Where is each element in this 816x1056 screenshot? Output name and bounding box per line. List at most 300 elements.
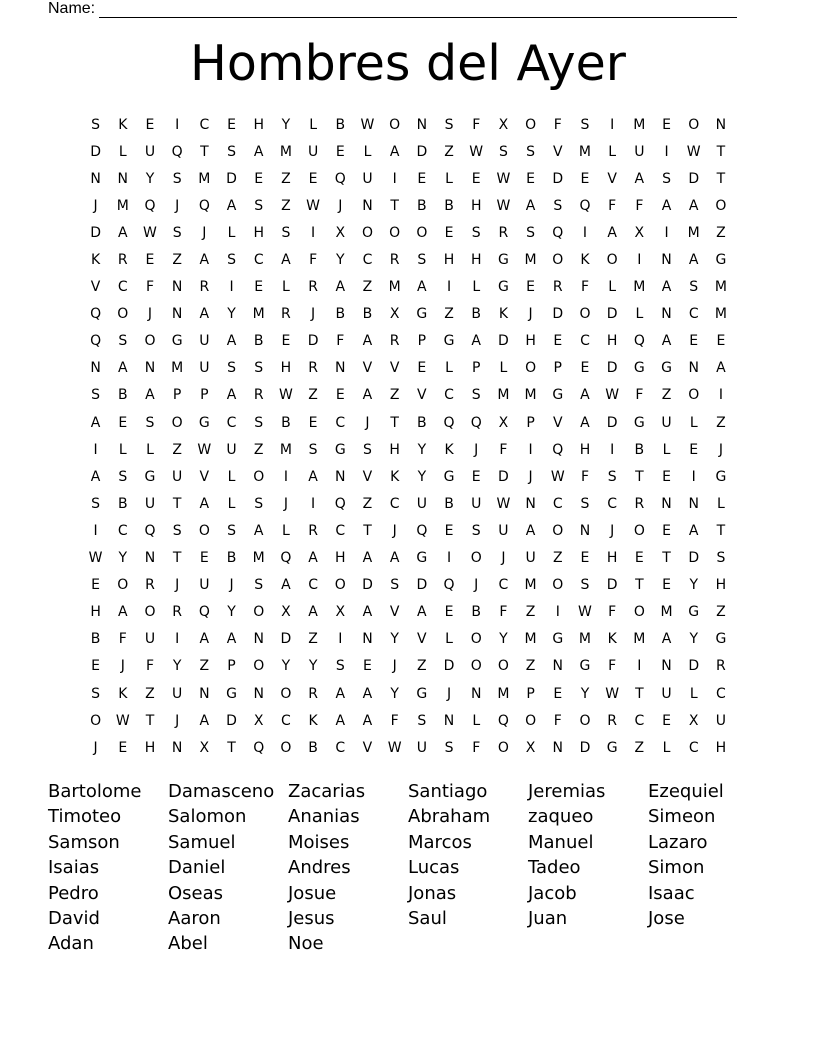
grid-letter: Y bbox=[227, 306, 236, 323]
grid-letter: H bbox=[335, 550, 346, 567]
grid-letter: W bbox=[306, 197, 321, 214]
grid-letter: Y bbox=[689, 577, 698, 594]
grid-letter: S bbox=[689, 279, 699, 296]
word-list-item: Marcos bbox=[408, 831, 472, 853]
grid-letter: H bbox=[253, 224, 264, 241]
grid-letter: E bbox=[553, 333, 563, 350]
grid-letter: E bbox=[91, 658, 101, 675]
grid-letter: E bbox=[145, 116, 155, 133]
grid-letter: H bbox=[90, 604, 101, 621]
grid-letter: O bbox=[552, 252, 564, 269]
grid-letter: S bbox=[308, 441, 318, 458]
grid-letter: Y bbox=[172, 658, 182, 675]
grid-letter: F bbox=[472, 739, 481, 756]
grid-letter: D bbox=[416, 143, 428, 160]
grid-letter: Z bbox=[716, 224, 726, 241]
grid-letter: M bbox=[388, 279, 401, 296]
grid-letter: Y bbox=[281, 658, 291, 675]
grid-letter: W bbox=[550, 468, 565, 485]
grid-letter: J bbox=[93, 739, 98, 756]
grid-letter: L bbox=[608, 279, 617, 296]
grid-letter: I bbox=[93, 522, 98, 539]
grid-letter: M bbox=[714, 306, 727, 323]
grid-letter: D bbox=[606, 577, 618, 594]
grid-letter: C bbox=[552, 495, 563, 512]
grid-letter: J bbox=[610, 522, 615, 539]
grid-letter: C bbox=[335, 739, 346, 756]
grid-letter: J bbox=[528, 306, 533, 323]
grid-letter: O bbox=[470, 550, 482, 567]
grid-letter: C bbox=[335, 414, 346, 431]
grid-letter: S bbox=[172, 224, 182, 241]
grid-letter: Q bbox=[280, 550, 292, 567]
grid-letter: I bbox=[637, 658, 642, 675]
grid-letter: S bbox=[118, 468, 128, 485]
grid-letter: I bbox=[175, 116, 180, 133]
grid-letter: O bbox=[579, 712, 591, 729]
word-list-item: Aaron bbox=[168, 907, 221, 929]
grid-letter: M bbox=[578, 631, 592, 648]
grid-letter: L bbox=[227, 495, 236, 512]
grid-letter: A bbox=[308, 550, 318, 567]
grid-letter: I bbox=[637, 252, 642, 269]
grid-letter: A bbox=[389, 143, 400, 160]
grid-letter: N bbox=[661, 658, 672, 675]
grid-letter: E bbox=[662, 116, 671, 133]
grid-letter: G bbox=[443, 468, 455, 485]
grid-letter: I bbox=[528, 441, 533, 458]
grid-letter: M bbox=[116, 197, 129, 214]
grid-letter: Y bbox=[308, 658, 318, 675]
grid-letter: F bbox=[145, 279, 154, 296]
grid-letter: N bbox=[552, 658, 564, 675]
grid-letter: V bbox=[417, 631, 427, 648]
word-list-item: Oseas bbox=[168, 882, 224, 904]
grid-letter: I bbox=[718, 387, 723, 404]
grid-letter: S bbox=[363, 441, 372, 458]
grid-letter: S bbox=[254, 414, 264, 431]
grid-letter: L bbox=[118, 441, 127, 458]
grid-letter: Z bbox=[308, 387, 318, 404]
puzzle-title: Hombres del Ayer bbox=[190, 35, 626, 92]
grid-letter: Y bbox=[417, 468, 427, 485]
grid-letter: T bbox=[390, 414, 399, 431]
grid-letter: N bbox=[661, 495, 672, 512]
grid-letter: A bbox=[199, 252, 210, 269]
word-list-item: Pedro bbox=[48, 882, 99, 904]
grid-letter: S bbox=[172, 522, 182, 539]
grid-letter: S bbox=[417, 712, 427, 729]
grid-letter: A bbox=[226, 333, 237, 350]
word-list-item: Jacob bbox=[528, 882, 577, 904]
grid-letter: O bbox=[525, 116, 537, 133]
grid-letter: O bbox=[470, 631, 482, 648]
grid-letter: C bbox=[335, 522, 346, 539]
word-list-item: Isaias bbox=[48, 857, 100, 879]
grid-letter: G bbox=[633, 360, 645, 377]
word-list-item: Jeremias bbox=[528, 781, 606, 802]
grid-letter: M bbox=[633, 631, 646, 648]
grid-letter: C bbox=[117, 279, 128, 296]
grid-letter: Y bbox=[145, 170, 155, 187]
grid-letter: A bbox=[117, 224, 128, 241]
grid-letter: I bbox=[582, 224, 588, 241]
grid-letter: L bbox=[363, 143, 372, 160]
grid-letter: V bbox=[199, 468, 210, 485]
grid-letter: J bbox=[528, 468, 533, 485]
grid-letter: W bbox=[605, 685, 620, 702]
grid-letter: O bbox=[715, 197, 727, 214]
grid-letter: I bbox=[311, 495, 316, 512]
word-list-item: Simon bbox=[648, 857, 705, 879]
grid-letter: J bbox=[446, 685, 452, 702]
grid-letter: U bbox=[144, 631, 156, 648]
word-list-item: Jose bbox=[648, 907, 685, 929]
grid-letter: D bbox=[90, 224, 101, 241]
grid-letter: U bbox=[144, 495, 156, 512]
grid-letter: A bbox=[661, 333, 672, 350]
grid-letter: I bbox=[93, 441, 98, 458]
grid-letter: O bbox=[416, 224, 428, 241]
grid-letter: Z bbox=[716, 414, 726, 431]
grid-letter: H bbox=[389, 441, 400, 458]
word-list-item: Santiago bbox=[408, 781, 488, 802]
grid-letter: E bbox=[580, 170, 590, 187]
grid-letter: B bbox=[335, 306, 346, 323]
grid-letter: T bbox=[635, 468, 644, 485]
grid-letter: N bbox=[335, 360, 346, 377]
word-list-item: Josue bbox=[288, 882, 337, 904]
grid-letter: U bbox=[416, 495, 427, 512]
grid-letter: E bbox=[471, 170, 481, 187]
grid-letter: A bbox=[281, 577, 291, 594]
grid-letter: E bbox=[199, 550, 209, 567]
grid-letter: D bbox=[226, 170, 237, 187]
word-list bbox=[48, 779, 768, 957]
grid-letter: E bbox=[363, 658, 372, 675]
grid-letter: N bbox=[443, 712, 455, 729]
grid-letter: D bbox=[606, 360, 618, 377]
grid-letter: O bbox=[144, 604, 156, 621]
word-list-item: Tadeo bbox=[528, 857, 581, 879]
grid-letter: S bbox=[526, 143, 536, 160]
grid-letter: X bbox=[498, 116, 509, 133]
grid-letter: R bbox=[607, 712, 618, 729]
grid-letter: A bbox=[226, 631, 237, 648]
grid-letter: T bbox=[390, 197, 399, 214]
grid-letter: B bbox=[281, 414, 291, 431]
grid-letter: S bbox=[281, 224, 291, 241]
grid-letter: H bbox=[579, 441, 591, 458]
grid-letter: G bbox=[715, 631, 727, 648]
grid-letter: Z bbox=[145, 685, 155, 702]
grid-letter: V bbox=[362, 468, 373, 485]
grid-letter: M bbox=[198, 170, 211, 187]
grid-letter: O bbox=[525, 712, 537, 729]
grid-letter: Z bbox=[362, 495, 373, 512]
grid-letter: G bbox=[633, 414, 645, 431]
grid-letter: T bbox=[363, 522, 372, 539]
grid-letter: U bbox=[498, 522, 509, 539]
grid-letter: L bbox=[282, 522, 290, 539]
grid-letter: E bbox=[634, 550, 644, 567]
grid-letter: Q bbox=[198, 197, 210, 214]
grid-letter: O bbox=[280, 739, 292, 756]
grid-letter: S bbox=[417, 252, 427, 269]
grid-letter: E bbox=[118, 414, 128, 431]
grid-letter: N bbox=[688, 495, 699, 512]
grid-letter: K bbox=[498, 306, 508, 323]
word-list-item: Andres bbox=[288, 857, 351, 879]
grid-letter: R bbox=[308, 685, 318, 702]
grid-letter: I bbox=[664, 143, 669, 160]
grid-letter: E bbox=[662, 468, 671, 485]
grid-letter: L bbox=[689, 414, 698, 431]
grid-letter: D bbox=[606, 414, 618, 431]
grid-letter: Q bbox=[171, 143, 183, 160]
grid-letter: O bbox=[144, 333, 156, 350]
grid-letter: V bbox=[389, 360, 400, 377]
grid-letter: A bbox=[417, 279, 427, 296]
grid-letter: A bbox=[580, 387, 590, 404]
grid-letter: Q bbox=[633, 333, 645, 350]
grid-letter: L bbox=[717, 495, 725, 512]
grid-letter: O bbox=[552, 577, 564, 594]
grid-letter: Z bbox=[172, 441, 182, 458]
grid-letter: D bbox=[579, 739, 591, 756]
grid-letter: G bbox=[606, 739, 618, 756]
grid-letter: E bbox=[580, 550, 590, 567]
grid-letter: D bbox=[280, 631, 292, 648]
grid-letter: E bbox=[118, 739, 128, 756]
grid-letter: A bbox=[417, 604, 427, 621]
grid-letter: M bbox=[714, 279, 727, 296]
grid-letter: E bbox=[444, 522, 454, 539]
grid-letter: N bbox=[579, 522, 591, 539]
grid-letter: N bbox=[335, 468, 346, 485]
grid-letter: F bbox=[336, 333, 345, 350]
grid-letter: L bbox=[118, 143, 127, 160]
grid-letter: I bbox=[664, 224, 669, 241]
grid-letter: E bbox=[662, 712, 671, 729]
word-list-item: Jonas bbox=[408, 882, 457, 904]
grid-letter: G bbox=[226, 685, 237, 702]
grid-letter: J bbox=[175, 197, 180, 214]
grid-letter: J bbox=[338, 197, 343, 214]
grid-letter: F bbox=[608, 604, 617, 621]
grid-letter: N bbox=[362, 631, 373, 648]
grid-letter: S bbox=[444, 739, 454, 756]
grid-letter: Q bbox=[552, 224, 564, 241]
grid-letter: U bbox=[715, 712, 727, 729]
grid-letter: O bbox=[606, 252, 618, 269]
grid-letter: N bbox=[416, 116, 428, 133]
grid-letter: D bbox=[688, 170, 700, 187]
grid-letter: W bbox=[496, 197, 511, 214]
grid-letter: D bbox=[498, 333, 509, 350]
grid-letter: P bbox=[417, 333, 427, 350]
word-list-item: Timoteo bbox=[48, 806, 122, 828]
grid-letter: C bbox=[253, 252, 264, 269]
grid-letter: A bbox=[634, 170, 645, 187]
grid-letter: A bbox=[661, 279, 672, 296]
grid-letter: D bbox=[552, 306, 564, 323]
grid-letter: S bbox=[118, 333, 128, 350]
grid-letter: B bbox=[335, 116, 346, 133]
grid-letter: Z bbox=[308, 631, 318, 648]
grid-letter: L bbox=[282, 279, 290, 296]
word-list-item: Isaac bbox=[648, 882, 695, 904]
grid-letter: J bbox=[283, 495, 288, 512]
grid-letter: K bbox=[444, 441, 454, 458]
grid-letter: S bbox=[254, 360, 264, 377]
grid-letter: R bbox=[199, 279, 210, 296]
grid-letter: L bbox=[309, 116, 317, 133]
grid-letter: P bbox=[227, 658, 236, 675]
grid-letter: F bbox=[499, 604, 508, 621]
grid-letter: L bbox=[227, 224, 236, 241]
grid-letter: E bbox=[227, 116, 236, 133]
grid-letter: M bbox=[687, 224, 700, 241]
grid-letter: F bbox=[580, 468, 589, 485]
grid-letter: X bbox=[281, 604, 291, 621]
grid-letter: O bbox=[633, 604, 645, 621]
grid-letter: W bbox=[605, 387, 620, 404]
grid-letter: F bbox=[390, 712, 399, 729]
grid-letter: J bbox=[392, 658, 397, 675]
grid-letter: F bbox=[309, 252, 318, 269]
grid-letter: I bbox=[555, 604, 560, 621]
grid-letter: S bbox=[91, 116, 101, 133]
grid-letter: U bbox=[199, 577, 210, 594]
grid-letter: H bbox=[443, 252, 455, 269]
grid-letter: K bbox=[308, 712, 318, 729]
grid-letter: W bbox=[578, 604, 592, 621]
grid-letter: G bbox=[497, 279, 509, 296]
grid-letter: X bbox=[389, 306, 400, 323]
grid-letter: Z bbox=[716, 604, 726, 621]
grid-letter: Z bbox=[417, 658, 427, 675]
grid-letter: B bbox=[471, 306, 482, 323]
grid-letter: S bbox=[444, 116, 454, 133]
grid-letter: F bbox=[608, 197, 617, 214]
word-list-item: Bartolome bbox=[48, 781, 142, 802]
grid-letter: J bbox=[474, 441, 479, 458]
grid-letter: C bbox=[117, 522, 128, 539]
grid-letter: B bbox=[226, 550, 237, 567]
grid-letter: M bbox=[279, 441, 292, 458]
grid-letter: Z bbox=[389, 387, 400, 404]
grid-letter: M bbox=[497, 685, 510, 702]
grid-letter: U bbox=[307, 143, 319, 160]
grid-letter: X bbox=[688, 712, 699, 729]
grid-letter: X bbox=[335, 604, 346, 621]
grid-letter: A bbox=[362, 333, 373, 350]
grid-letter: L bbox=[499, 360, 508, 377]
grid-letter: A bbox=[253, 143, 264, 160]
grid-letter: L bbox=[635, 306, 644, 323]
grid-letter: P bbox=[200, 387, 209, 404]
grid-letter: L bbox=[608, 143, 617, 160]
grid-letter: N bbox=[171, 306, 183, 323]
grid-letter: C bbox=[688, 739, 699, 756]
grid-letter: J bbox=[93, 197, 98, 214]
grid-letter: J bbox=[120, 658, 125, 675]
grid-letter: Y bbox=[390, 685, 399, 702]
grid-letter: W bbox=[496, 495, 511, 512]
grid-letter: U bbox=[471, 495, 482, 512]
grid-letter: W bbox=[278, 387, 293, 404]
grid-letter: I bbox=[338, 631, 343, 648]
grid-letter: N bbox=[661, 252, 672, 269]
grid-letter: J bbox=[175, 712, 180, 729]
grid-letter: Z bbox=[634, 739, 645, 756]
grid-letter: V bbox=[607, 170, 617, 187]
grid-letter: L bbox=[662, 441, 671, 458]
grid-letter: Z bbox=[281, 197, 291, 214]
grid-letter: C bbox=[389, 495, 400, 512]
grid-letter: T bbox=[200, 143, 209, 160]
grid-letter: Q bbox=[470, 414, 482, 431]
grid-letter: V bbox=[362, 739, 373, 756]
grid-letter: R bbox=[281, 306, 291, 323]
grid-letter: A bbox=[525, 197, 536, 214]
grid-letter: E bbox=[335, 143, 345, 160]
grid-letter: C bbox=[607, 495, 618, 512]
word-list-item: Saul bbox=[408, 907, 447, 929]
grid-letter: L bbox=[445, 631, 453, 648]
grid-letter: D bbox=[307, 333, 319, 350]
grid-letter: Q bbox=[90, 333, 102, 350]
grid-letter: B bbox=[117, 495, 128, 512]
grid-letter: N bbox=[253, 685, 264, 702]
word-list-item: Juan bbox=[528, 907, 568, 929]
grid-letter: D bbox=[226, 712, 237, 729]
grid-letter: K bbox=[118, 685, 128, 702]
grid-letter: A bbox=[661, 197, 672, 214]
grid-letter: Z bbox=[281, 170, 291, 187]
grid-letter: I bbox=[175, 631, 180, 648]
grid-letter: P bbox=[526, 685, 535, 702]
grid-letter: O bbox=[470, 658, 482, 675]
grid-letter: L bbox=[472, 712, 481, 729]
grid-letter: A bbox=[117, 604, 128, 621]
grid-letter: C bbox=[226, 414, 237, 431]
grid-letter: S bbox=[91, 387, 101, 404]
grid-letter: A bbox=[199, 495, 210, 512]
grid-letter: T bbox=[227, 739, 236, 756]
grid-letter: Z bbox=[525, 604, 536, 621]
grid-letter: P bbox=[526, 414, 535, 431]
name-underline bbox=[99, 3, 737, 18]
grid-letter: U bbox=[362, 170, 373, 187]
grid-letter: G bbox=[661, 360, 672, 377]
grid-letter: D bbox=[90, 143, 101, 160]
grid-letter: D bbox=[498, 468, 509, 485]
grid-letter: G bbox=[552, 387, 564, 404]
grid-letter: R bbox=[552, 279, 563, 296]
word-list-item: Samson bbox=[48, 831, 120, 853]
grid-letter: Y bbox=[336, 252, 345, 269]
grid-letter: Z bbox=[362, 279, 373, 296]
grid-letter: G bbox=[497, 252, 509, 269]
grid-letter: S bbox=[471, 224, 481, 241]
grid-letter: U bbox=[172, 468, 183, 485]
grid-letter: U bbox=[661, 685, 672, 702]
grid-letter: G bbox=[171, 333, 183, 350]
grid-letter: L bbox=[445, 360, 453, 377]
grid-letter: W bbox=[88, 550, 103, 567]
